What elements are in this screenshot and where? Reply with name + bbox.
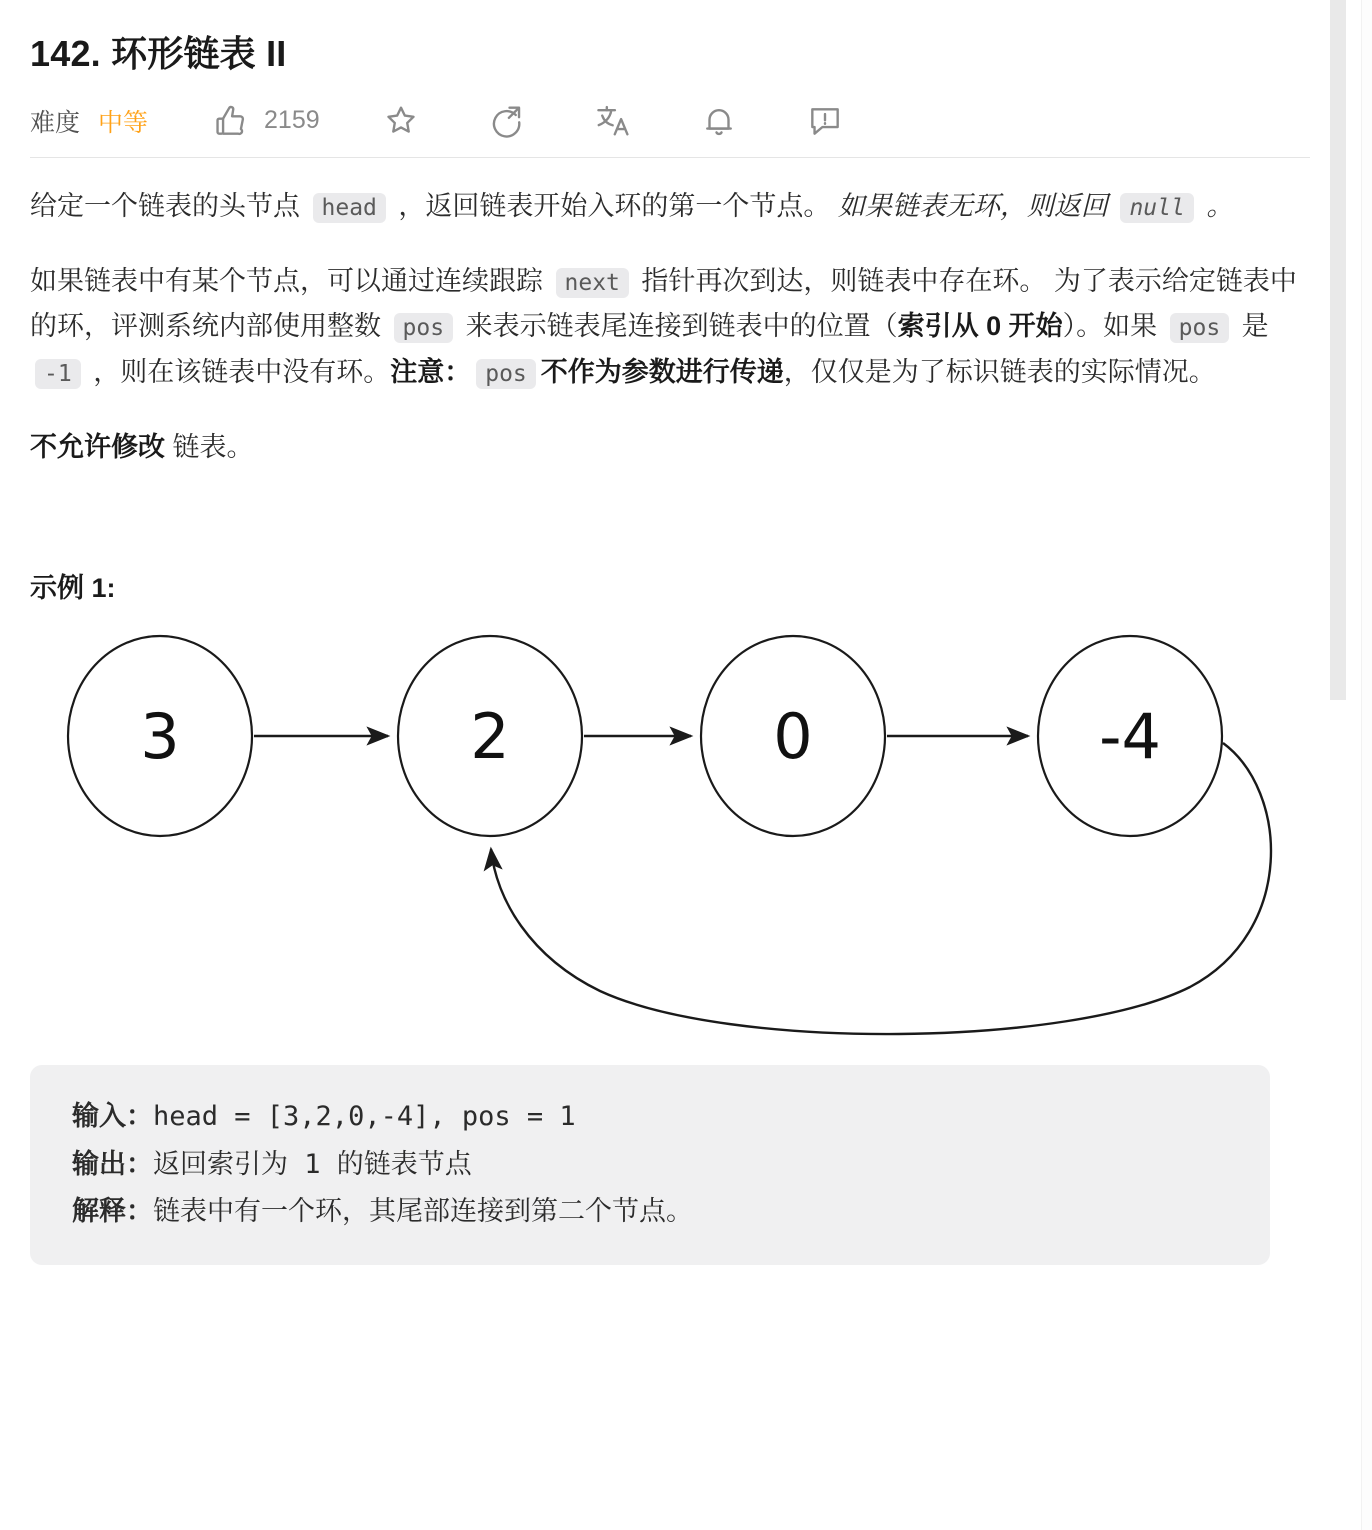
difficulty-value: 中等 <box>98 108 149 137</box>
inline-code-next: next <box>556 268 629 298</box>
p2-text-3: 来表示链表尾连接到链表中的位置（ <box>458 311 898 342</box>
p1-em-1: 如果链表无环，则返回 <box>837 190 1116 221</box>
code-line-explanation <box>72 1188 1228 1235</box>
difficulty-label: 难度 <box>30 108 81 137</box>
translate-icon[interactable] <box>594 102 632 140</box>
p2-bold-not-param: 不作为参数进行传递 <box>540 356 784 387</box>
inline-code-pos-2: pos <box>1170 313 1230 343</box>
p2-bold-index: 索引从 0 开始 <box>897 311 1063 342</box>
code-value-explanation: 链表中有一个环，其尾部连接到第二个节点。 <box>153 1195 693 1227</box>
code-label-explanation: 解释： <box>72 1195 153 1226</box>
inline-code-null: null <box>1120 193 1193 223</box>
list-node-label: 0 <box>773 700 813 774</box>
code-label-output: 输出： <box>72 1148 153 1179</box>
example-code-block <box>30 1065 1270 1265</box>
inline-code-pos-3: pos <box>476 359 536 389</box>
star-icon[interactable] <box>382 102 420 140</box>
inline-code-head: head <box>313 193 386 223</box>
list-node-label: 2 <box>470 700 510 774</box>
description-paragraph-1 <box>30 184 1310 229</box>
p3-text-1: 链表。 <box>165 432 254 463</box>
p1-emphasis <box>838 191 1233 221</box>
description-paragraph-2 <box>30 259 1310 395</box>
page-title: 142. 环形链表 II <box>30 33 287 74</box>
p2-text-7: ，仅仅是为了标识链表的实际情况。 <box>783 356 1216 387</box>
thumbs-up-icon[interactable] <box>212 102 250 140</box>
page-right-edge <box>1361 0 1372 1530</box>
p2-text-2: 指针再次到达，则链表中存在环。 为了表示给定链表中的环，评测系统内部使用整数 <box>30 265 1297 342</box>
p1-text-1: 给定一个链表的头节点 <box>30 190 308 221</box>
bell-icon[interactable] <box>700 102 738 140</box>
inline-code-pos-1: pos <box>394 313 454 343</box>
code-line-output <box>72 1141 1228 1188</box>
vertical-scrollbar-thumb[interactable] <box>1330 0 1346 700</box>
p2-text-1: 如果链表中有某个节点，可以通过连续跟踪 <box>30 265 551 296</box>
feedback-icon[interactable] <box>806 102 844 140</box>
p2-text-5: 是 <box>1234 311 1269 342</box>
like-button[interactable] <box>212 102 320 140</box>
list-node-label: -4 <box>1099 700 1161 774</box>
share-icon[interactable] <box>488 102 526 140</box>
example-heading: 示例 1: <box>30 573 116 604</box>
code-value-output: 返回索引为 1 的链表节点 <box>153 1148 472 1180</box>
p2-bold-note: 注意： <box>390 356 472 387</box>
code-label-input: 输入： <box>72 1101 153 1132</box>
description-paragraph-3 <box>30 425 1310 470</box>
problem-meta-row <box>30 91 1310 151</box>
problem-description <box>30 158 1310 471</box>
p1-text-2: ，返回链表开始入环的第一个节点。 <box>390 190 838 221</box>
list-node-label: 3 <box>140 700 180 774</box>
p1-em-2: 。 <box>1198 190 1234 221</box>
p2-text-6: ，则在该链表中没有环。 <box>85 356 391 387</box>
p2-text-4: ）。如果 <box>1062 311 1165 342</box>
p3-bold-no-modify: 不允许修改 <box>30 432 165 463</box>
linked-list-cycle-diagram <box>30 631 1340 1051</box>
inline-code-minus-one: -1 <box>35 359 81 389</box>
like-count: 2159 <box>264 106 320 135</box>
code-line-input <box>72 1093 1228 1140</box>
code-value-input: head = [3,2,0,-4], pos = 1 <box>153 1101 576 1133</box>
